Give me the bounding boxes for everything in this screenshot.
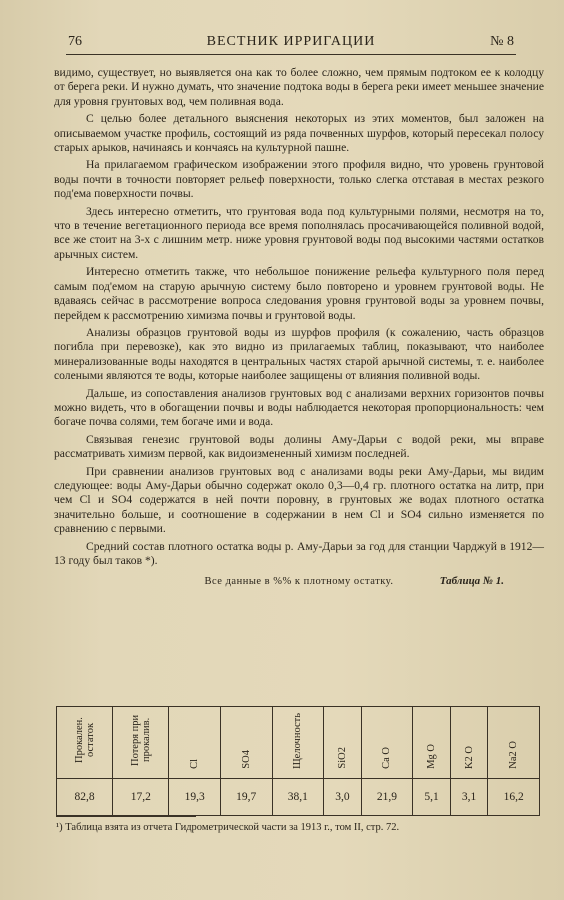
table-header: Прокален. остаток (57, 707, 113, 779)
paragraph: На прилагаемом графическом изображении этого профиля видно, что уровень грунтовой воды почти в точности повторяет рельеф поверхности, только слегка отставая в местах резкого под'ема поверхности почвы. (54, 158, 544, 201)
table-header: Na2 O (488, 707, 540, 779)
composition-table (56, 706, 540, 816)
table-cell: 19,3 (169, 779, 221, 816)
header-rule (66, 54, 516, 55)
article-body (54, 66, 544, 587)
paragraph: С целью более детального выяснения некоторых из этих моментов, был заложен на описываемом участке профиль, состоящий из ряда почвенных шурфов, который пересекал полосу старых арыков, начинаясь и кончаясь на культурной пашне. (54, 112, 544, 155)
table-header: Щелочность (272, 707, 324, 779)
table-label: Таблица № 1. (439, 575, 504, 588)
table-header: SO4 (220, 707, 272, 779)
table-cell: 16,2 (488, 779, 540, 816)
table-cell: 17,2 (113, 779, 169, 816)
table-cell: 5,1 (413, 779, 451, 816)
table-header: SiO2 (324, 707, 362, 779)
paragraph: Связывая генезис грунтовой воды долины Аму-Дарьи с водой реки, мы вправе рассматривать химизм первой, как видоизмененный химизм последней. (54, 432, 544, 461)
paragraph: Анализы образцов грунтовой воды из шурфов профиля (к сожалению, часть образцов погибла при перевозке), как это видно из прилагаемых таблиц, показывают, что наиболее минерализованные воды находятся в центральных частях старой арычной системы, т. е. наиболее солеными являются те воды, которые наиболее защищены от влияния поливной воды. (54, 325, 544, 383)
table-header: K2 O (450, 707, 488, 779)
paragraph: Средний состав плотного остатка воды р. Аму-Дарьи за год для станции Чарджуй в 1912—13 году был таков *). (54, 539, 544, 567)
table-cell: 82,8 (57, 779, 113, 816)
issue-number: № 8 (490, 34, 514, 49)
table-cell: 19,7 (220, 779, 272, 816)
page-header (68, 34, 514, 54)
table-cell: 38,1 (272, 779, 324, 816)
table-header: Cl (169, 707, 221, 779)
table-row (57, 779, 540, 816)
paragraph: Здесь интересно отметить, что грунтовая вода под культурными полями, несмотря на то, что в течение вегетационного периода все время пополнялась просачивающейся поливной водой, все же стоит на 3-х с лишним метр. ниже уровня грунтовой воды под высокими частями остатков арычных систем. (54, 204, 544, 261)
table-header: Mg O (413, 707, 451, 779)
footnote: ¹) Таблица взята из отчета Гидрометрической части за 1913 г., том II, стр. 72. (56, 822, 400, 833)
paragraph: Интересно отметить также, что небольшое понижение рельефа культурного поля перед самым под'емом на старую арычную систему было повторено и уровнем грунтовой воды. Не вдаваясь сейчас в рассмотрение вопроса следования уровня грунтовой воды за уровнем почвы, перейдем к рассмотрению химизма почвы и грунтовой воды. (54, 265, 544, 322)
journal-title: ВЕСТНИК ИРРИГАЦИИ (206, 34, 376, 49)
table-caption: Все данные в %% к плотному остатку. (204, 576, 394, 588)
table-cell: 21,9 (361, 779, 413, 816)
table-header-row (57, 707, 540, 779)
table-cell: 3,1 (450, 779, 488, 816)
footnote-rule (56, 816, 196, 817)
table-header: Потеря при прокалив. (113, 707, 169, 779)
table-header: Ca O (361, 707, 413, 779)
page-number: 76 (68, 34, 82, 49)
table-cell: 3,0 (324, 779, 362, 816)
paragraph: видимо, существует, но выявляется она как то более сложно, чем прямым подтоком ее к колодцу от берега реки. И нужно думать, что значение подтока воды в берега реки имеет меньшее значение для уровня грунтовых вод, чем поливная вода. (54, 66, 544, 108)
paragraph: При сравнении анализов грунтовых вод с анализами воды реки Аму-Дарьи, мы видим следующее: воды Аму-Дарьи обычно содержат около 0,3—0,4 гр. плотного остатка на литр, при чем Cl и SO4 содержатся в ней почти поровну, в грунтовых же водах плотного остатка значительно больше, и соотношение в содержании в нем Cl и SO4 сильно изменяется по сравнению с первыми. (54, 464, 544, 536)
paragraph: Дальше, из сопоставления анализов грунтовых вод с анализами верхних горизонтов почвы можно видеть, что в обогащении почвы и воды наблюдается некоторая пропорциональность: чем богаче почва солями, тем богаче ими и вода. (54, 386, 544, 429)
